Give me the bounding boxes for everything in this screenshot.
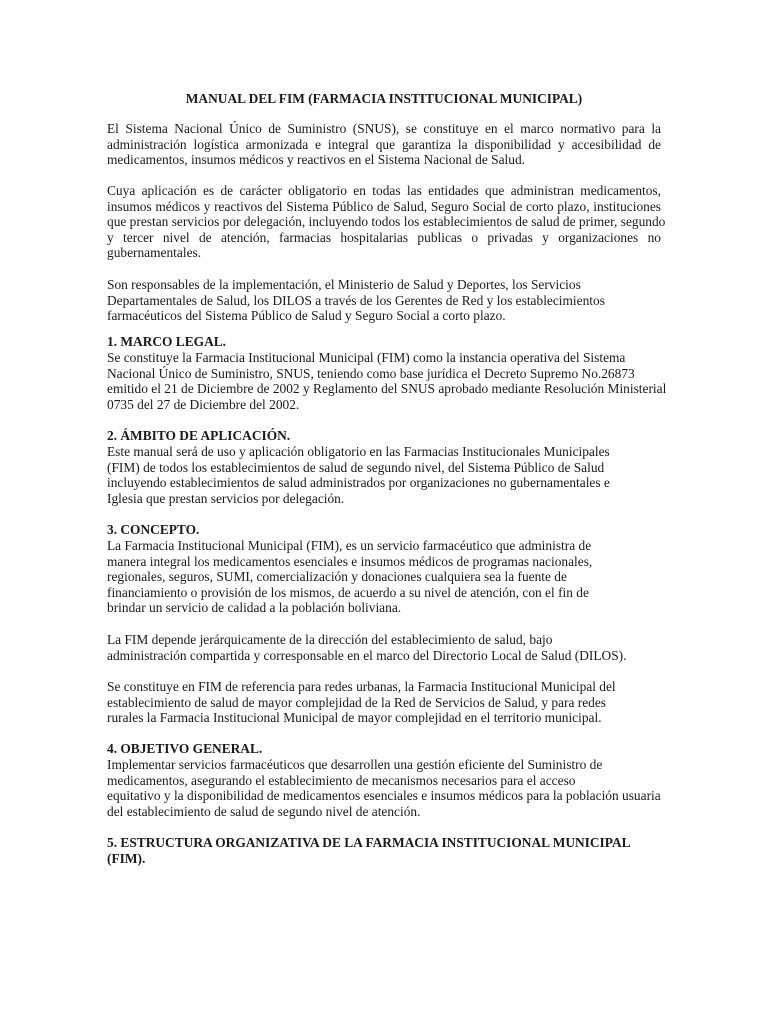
text-line: El Sistema Nacional Único de Suministro (SNUS), se constituye en el marco normativo para la bbox=[107, 121, 661, 136]
text-line: establecimiento de salud de mayor complejidad de la Red de Servicios de Salud, y para redes bbox=[107, 694, 607, 710]
text-line: administración logística armonizada e integral que garantiza la disponibilidad y accesibilidad de bbox=[107, 136, 661, 152]
text-line: gubernamentales. bbox=[107, 245, 202, 261]
text-line: manera integral los medicamentos esenciales e insumos médicos de programas nacionales, bbox=[107, 553, 593, 569]
text-line: administración compartida y corresponsable en el marco del Directorio Local de Salud (DILOS). bbox=[107, 647, 627, 663]
section-body-concepto bbox=[107, 538, 592, 616]
document-title: MANUAL DEL FIM (FARMACIA INSTITUCIONAL MUNICIPAL) bbox=[185, 91, 583, 106]
text-line: y tercer nivel de atención, farmacias hospitalarias publicas o privadas y organizaciones no bbox=[107, 229, 661, 245]
text-line: regionales, seguros, SUMI, comercialización y donaciones cualquiera sea la fuente de bbox=[107, 569, 567, 585]
text-line: Este manual será de uso y aplicación obligatorio en las Farmacias Institucionales Municipales bbox=[107, 444, 610, 459]
text-line: incluyendo establecimientos de salud administrados por organizaciones no gubernamentales e bbox=[107, 475, 610, 491]
text-line: La FIM depende jerárquicamente de la dirección del establecimiento de salud, bajo bbox=[107, 632, 553, 647]
section-body-objetivo bbox=[107, 757, 661, 819]
intro-paragraph-2 bbox=[107, 183, 666, 261]
text-line: emitido el 21 de Diciembre de 2002 y Reglamento del SNUS aprobado mediante Resolución Ministerial bbox=[107, 381, 667, 397]
heading-line: 5. ESTRUCTURA ORGANIZATIVA DE LA FARMACIA INSTITUCIONAL MUNICIPAL bbox=[107, 835, 631, 850]
concepto-paragraph-2 bbox=[107, 632, 626, 663]
text-line: Se constituye en FIM de referencia para redes urbanas, la Farmacia Institucional Municipal del bbox=[107, 679, 616, 694]
text-line: Son responsables de la implementación, el Ministerio de Salud y Deportes, los Servicios bbox=[107, 277, 581, 292]
text-line: Departamentales de Salud, los DILOS a través de los Gerentes de Red y los establecimientos bbox=[107, 292, 605, 308]
text-line: Se constituye la Farmacia Institucional Municipal (FIM) como la instancia operativa del Sistema bbox=[107, 350, 626, 365]
text-line: medicamentos, asegurando el establecimiento de mecanismos necesarios para el acceso bbox=[107, 772, 576, 788]
text-line: Nacional Único de Suministro, SNUS, teniendo como base jurídica el Decreto Supremo No.26873 bbox=[107, 365, 635, 381]
text-line: equitativo y la disponibilidad de medicamentos esenciales e insumos médicos para la población usuaria bbox=[107, 788, 661, 804]
text-line: del establecimiento de salud de segundo nivel de atención. bbox=[107, 803, 421, 819]
section-body-marco-legal bbox=[107, 350, 666, 412]
text-line: financiamiento o provisión de los mismos, de acuerdo a su nivel de atención, con el fin de bbox=[107, 584, 589, 600]
text-line: Implementar servicios farmacéuticos que desarrollen una gestión eficiente del Suministro de bbox=[107, 757, 603, 772]
concepto-paragraph-3 bbox=[107, 679, 616, 726]
section-heading-objetivo: 4. OBJETIVO GENERAL. bbox=[107, 741, 263, 756]
text-line: (FIM) de todos los establecimientos de salud de segundo nivel, del Sistema Público de Salud bbox=[107, 459, 605, 475]
text-line: La Farmacia Institucional Municipal (FIM), es un servicio farmacéutico que administra de bbox=[107, 538, 592, 553]
intro-paragraph-3 bbox=[107, 277, 605, 324]
text-line: brindar un servicio de calidad a la población boliviana. bbox=[107, 600, 402, 616]
heading-line: (FIM). bbox=[107, 850, 146, 866]
text-line: farmacéuticos del Sistema Público de Salud y Seguro Social a corto plazo. bbox=[107, 308, 506, 324]
section-heading-marco-legal: 1. MARCO LEGAL. bbox=[107, 334, 227, 349]
section-heading-ambito: 2. ÁMBITO DE APLICACIÓN. bbox=[107, 428, 291, 443]
text-line: medicamentos, insumos médicos y reactivos en el Sistema Nacional de Salud. bbox=[107, 152, 525, 168]
intro-paragraph-1 bbox=[107, 121, 661, 168]
text-line: que prestan servicios por delegación, incluyendo todos los establecimientos de salud de primer, segundo bbox=[107, 214, 666, 230]
section-body-ambito bbox=[107, 444, 610, 506]
text-line: rurales la Farmacia Institucional Municipal de mayor complejidad en el territorio municipal. bbox=[107, 710, 602, 726]
text-line: insumos médicos y reactivos del Sistema Público de Salud, Seguro Social de corto plazo, instituciones bbox=[107, 198, 661, 214]
section-heading-concepto: 3. CONCEPTO. bbox=[107, 522, 200, 537]
text-line: 0735 del 27 de Diciembre del 2002. bbox=[107, 396, 300, 412]
text-line: Cuya aplicación es de carácter obligatorio en todas las entidades que administran medicamentos, bbox=[107, 183, 661, 198]
section-heading-estructura bbox=[107, 835, 631, 866]
text-line: Iglesia que prestan servicios por delegación. bbox=[107, 490, 345, 506]
